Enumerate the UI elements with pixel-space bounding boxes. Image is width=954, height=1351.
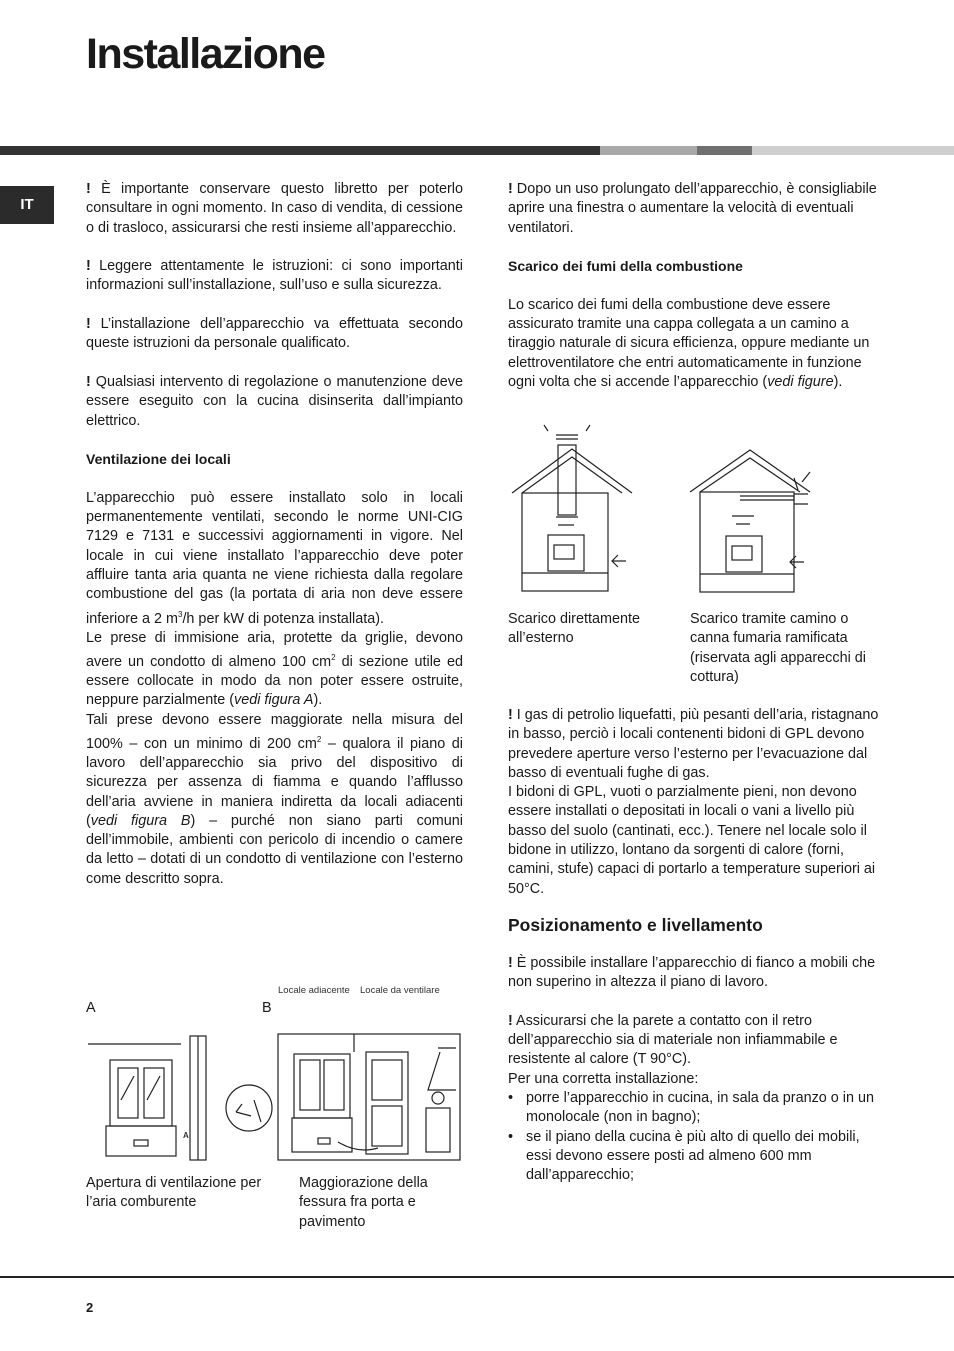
page-title: Installazione [86,30,325,78]
warning-icon: ! [508,181,513,197]
notice-paragraph: ! Assicurarsi che la parete a contatto con il retro dell’apparecchio sia di materiale non infiammabile e resistente al calore (T 90°C). [508,1012,838,1068]
house-figure-chimney-caption: Scarico tramite camino o canna fumaria ramificata (riservata agli apparecchi di cottura) [690,611,866,685]
list-item: • se il piano della cucina è più alto di quello dei mobili, essi devono essere posti ad almeno 600 mm dall’apparecchio; [508,1128,888,1186]
figure-label-locale-adiacente: Locale adiacente [278,985,350,996]
body-paragraph: I bidoni di GPL, vuoti o parzialmente pieni, non devono essere installati o depositati in locali o vani a livello più basso del suolo (cantinati, ecc.). Tenere nel locale solo il bidone in utilizzo, lontano da sorgenti di calore (forni, camini, stufe) capaci di portarlo a temperature superiori ai 50°C. [508,784,876,897]
warning-icon: ! [86,258,91,275]
figure-a-caption: Apertura di ventilazione per l’aria comburente [86,1175,262,1211]
installation-list [508,1089,888,1185]
body-paragraph: Lo scarico dei fumi della combustione deve essere assicurato tramite una cappa collegata a un camino a tiraggio naturale di sicura efficienza, oppure mediante un elettroventilatore che entri automaticamente in funzione ogni volta che si accende l’apparecchio (vedi figure). [508,296,870,390]
section-heading-ventilazione: Ventilazione dei locali [86,451,231,468]
warning-icon: ! [86,373,91,390]
warning-icon: ! [508,707,513,723]
notice-paragraph: ! L’installazione dell’apparecchio va effettuata secondo queste istruzioni da personale qualificato. [86,316,464,352]
notice-paragraph: ! Leggere attentamente le istruzioni: ci sono importanti informazioni sull’installazione, sull’uso e sulla sicurezza. [86,258,463,294]
figure-b-caption: Maggiorazione della fessura fra porta e pavimento [299,1175,428,1230]
figure-a-illustration [86,1030,276,1170]
right-column-top [508,180,885,392]
figure-label-locale-da-ventilare: Locale da ventilare [360,985,440,996]
left-column [86,180,463,889]
body-paragraph: Le prese di immisione aria, protette da griglie, devono avere un condotto di almeno 100 $cm^2$ di sezione utile ed essere collocate in modo da non poter essere ostruite, neppure parzialmente (vedi figura A). [86,629,463,709]
notice-paragraph: ! I gas di petrolio liquefatti, più pesanti dell’aria, ristagnano in basso, perciò i locali contenenti bidoni di GPL devono prevedere aperture verso l’esterno per l’evacuazione dal basso di eventuali fughe di gas. [508,707,879,781]
figure-label-b: B [262,1000,272,1016]
warning-icon: ! [86,316,91,333]
body-paragraph: Per una corretta installazione: [508,1070,699,1087]
warning-icon: ! [508,1012,513,1029]
house-figure-direct-caption: Scarico direttamente all’esterno [508,611,640,647]
figure-b-illustration [278,1030,463,1162]
language-tab: IT [0,186,54,224]
footer-rule [0,1276,954,1278]
warning-icon: ! [508,954,513,971]
notice-paragraph: ! Qualsiasi intervento di regolazione o manutenzione deve essere eseguito con la cucina disinserita dall’impianto elettrico. [86,373,464,429]
notice-paragraph: ! Dopo un uso prolungato dell’apparecchio, è consigliabile aprire una finestra o aumentare la velocità di eventuali ventilatori. [508,181,877,236]
section-heading-scarico: Scarico dei fumi della combustione [508,258,743,275]
house-figure-direct [508,425,638,597]
body-paragraph: L’apparecchio può essere installato solo in locali permanentemente ventilati, secondo le norme UNI-CIG 7129 e 7131 e successivi aggiornamenti in vigore. Nel locale in cui viene installato l’apparecchio deve poter affluire tanta aria quanta ne viene richiesta dalla regolare combustione del gas (la portata di aria non deve essere inferiore a 2 $m^3/h$ per kW di potenza installata). [86,489,463,627]
list-item: • porre l’apparecchio in cucina, in sala da pranzo o in un monolocale (non in bagno); [508,1089,888,1128]
figure-a-small-label: A [183,1131,189,1140]
page-number: 2 [86,1300,94,1315]
section-heading-posizionamento: Posizionamento e livellamento [508,914,763,935]
right-column-bottom [508,706,888,1186]
notice-paragraph: ! È possibile installare l’apparecchio di fianco a mobili che non superino in altezza il piano di lavoro. [508,954,876,991]
house-figure-chimney [690,448,840,598]
body-paragraph: Tali prese devono essere maggiorate nella misura del 100% – con un minimo di 200 $cm^2$ – qualora il piano di lavoro dell’apparecchio sia privo del dispositivo di sicurezza per assenza di fiamma e quando l’afflusso dell’aria avviene in maniera indiretta da locali adiacenti (vedi figura B) – purché non siano parti comuni dell’immobile, ambienti con pericolo di incendio o camere da letto – dotati di un condotto di ventilazione con l’esterno come descritto sopra. [86,711,464,887]
notice-paragraph: ! È importante conservare questo libretto per poterlo consultare in ogni momento. In caso di vendita, di cessione o di trasloco, assicurarsi che resti insieme all’apparecchio. [86,181,464,236]
warning-icon: ! [86,181,91,197]
figure-label-a: A [86,1000,96,1016]
